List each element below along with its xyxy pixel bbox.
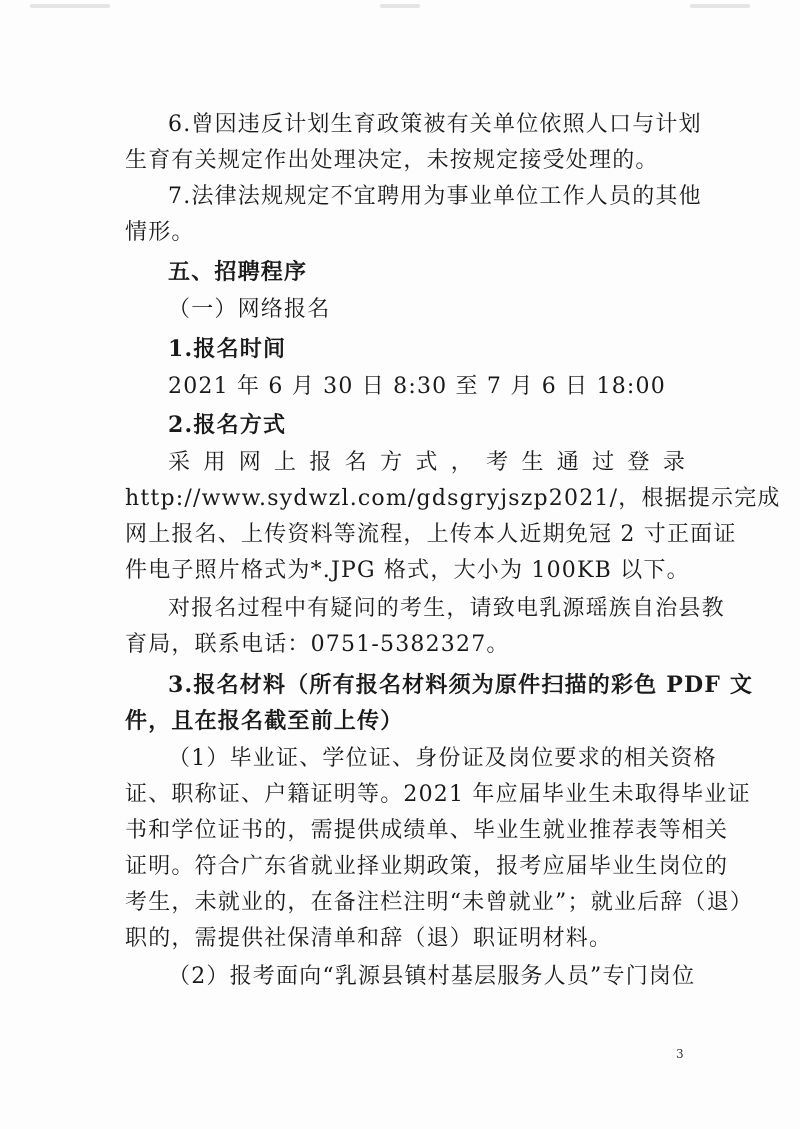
text-line: 情形。: [125, 220, 195, 245]
justified-char: 用: [203, 450, 226, 475]
text-line: 考生，未就业的，在备注栏注明“未曾就业”；就业后辞（退）: [125, 890, 754, 915]
justified-char: 名: [344, 450, 367, 475]
justified-char: 式: [415, 450, 438, 475]
text-line: （2）报考面向“乳源县镇村基层服务人员”专门岗位: [168, 964, 696, 989]
justified-char: 报: [309, 450, 332, 475]
text-line: （一）网络报名: [168, 297, 331, 322]
justified-char: 过: [592, 450, 615, 475]
text-line: 五、招聘程序: [168, 259, 308, 285]
text-line: （1）毕业证、学位证、身份证及岗位要求的相关资格: [168, 746, 717, 771]
justified-char: 通: [556, 450, 579, 475]
text-line: 职的，需提供社保清单和辞（退）职证明材料。: [125, 926, 613, 951]
text-line: 6.曾因违反计划生育政策被有关单位依照人口与计划: [168, 112, 702, 137]
justified-char: 考: [486, 450, 509, 475]
text-line: 7.法律法规规定不宜聘用为事业单位工作人员的其他: [168, 184, 702, 209]
scan-artifact: [30, 4, 110, 8]
text-line: 生育有关规定作出处理决定，未按规定接受处理的。: [125, 148, 659, 173]
text-line: 对报名过程中有疑问的考生，请致电乳源瑶族自治县教: [168, 596, 725, 621]
justified-char: ，: [450, 450, 473, 475]
page-number: 3: [676, 1047, 684, 1061]
justified-char: 上: [274, 450, 297, 475]
text-line: 1.报名时间: [168, 336, 287, 362]
justified-char: 生: [521, 450, 544, 475]
justified-char: 登: [627, 450, 650, 475]
text-line: 证、职称证、户籍证明等。2021 年应届毕业生未取得毕业证: [125, 782, 751, 807]
text-line: 网上报名、上传资料等流程，上传本人近期免冠 2 寸正面证: [125, 522, 737, 547]
text-line: 件电子照片格式为*.JPG 格式，大小为 100KB 以下。: [125, 558, 690, 583]
text-line: 育局，联系电话：0751-5382327。: [125, 632, 510, 657]
text-line: http://www.sydwzl.com/gdsgryjszp2021/，根据提示完成: [125, 486, 781, 511]
text-line: 2021 年 6 月 30 日 8:30 至 7 月 6 日 18:00: [168, 374, 666, 399]
text-line: [168, 448, 685, 478]
scan-artifact: [690, 4, 750, 8]
scan-artifact: [380, 4, 420, 8]
text-line: 3.报名材料（所有报名材料须为原件扫描的彩色 PDF 文: [168, 672, 754, 698]
justified-char: 录: [662, 450, 685, 475]
text-line: 件，且在报名截至前上传）: [125, 708, 404, 734]
text-line: 证明。符合广东省就业择业期政策，报考应届毕业生岗位的: [125, 854, 729, 879]
justified-char: 采: [168, 450, 191, 475]
text-line: 书和学位证书的，需提供成绩单、毕业生就业推荐表等相关: [125, 818, 729, 843]
justified-char: 方: [380, 450, 403, 475]
text-line: 2.报名方式: [168, 412, 287, 438]
justified-char: 网: [238, 450, 261, 475]
